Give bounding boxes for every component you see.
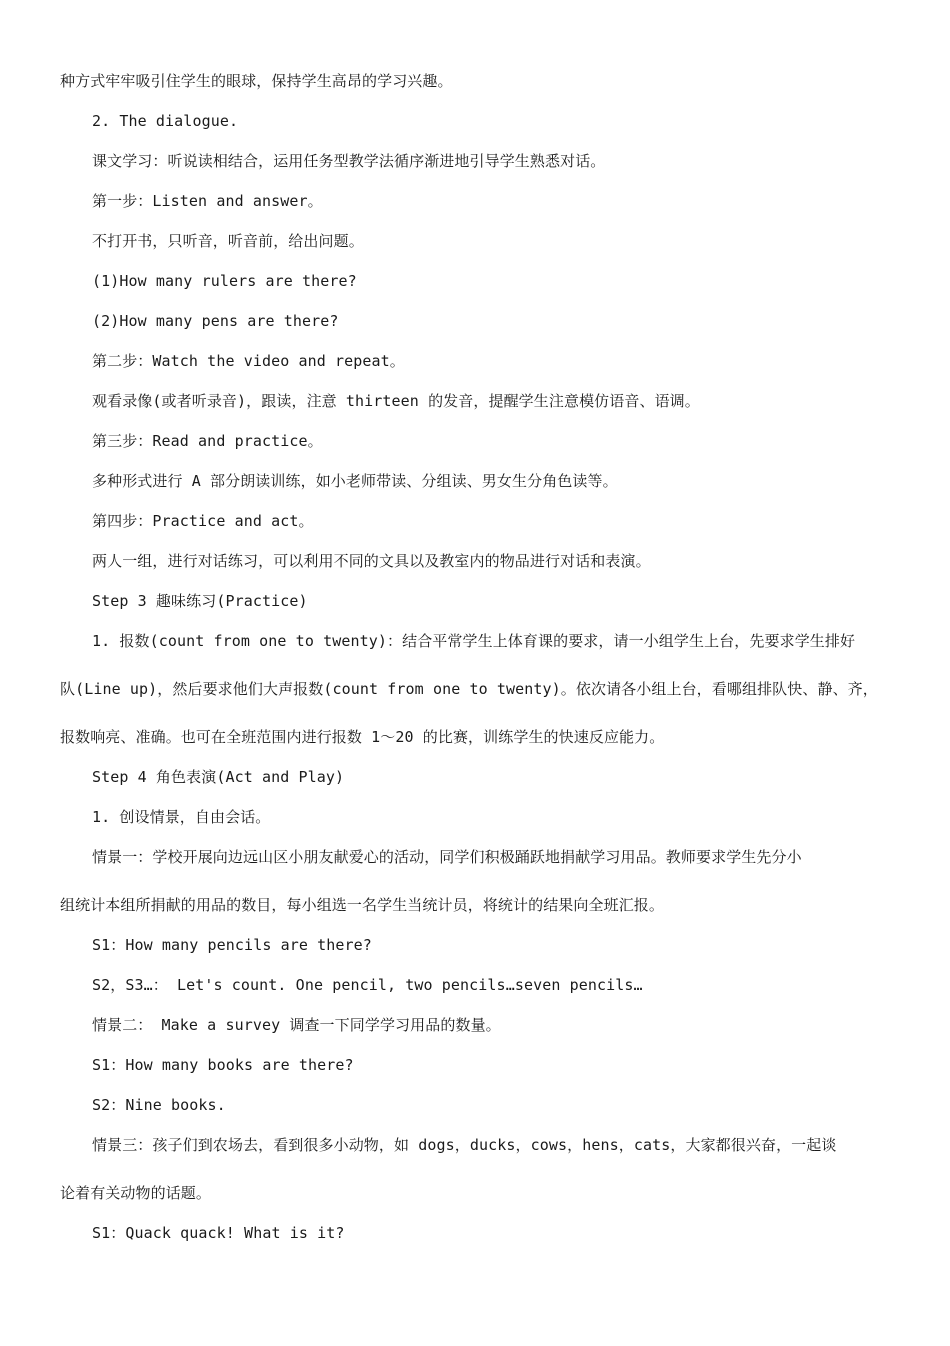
step-heading: 第一步：Listen and answer。 bbox=[92, 192, 323, 210]
section-heading-dialogue: 2. The dialogue. bbox=[92, 112, 239, 130]
question-item: (1)How many rulers are there? bbox=[92, 272, 357, 290]
paragraph-line: 两人一组，进行对话练习，可以利用不同的文具以及教室内的物品进行对话和表演。 bbox=[92, 552, 651, 570]
question-item: (2)How many pens are there? bbox=[92, 312, 339, 330]
section-heading-practice: Step 3 趣味练习(Practice) bbox=[92, 592, 308, 610]
step-heading: 第三步：Read and practice。 bbox=[92, 432, 323, 450]
paragraph-line: 报数响亮、准确。也可在全班范围内进行报数 1～20 的比赛，训练学生的快速反应能力。 bbox=[60, 728, 665, 746]
dialogue-line: S1：Quack quack! What is it? bbox=[92, 1224, 345, 1242]
paragraph-line: 观看录像(或者听录音)，跟读，注意 thirteen 的发音，提醒学生注意模仿语音、语调。 bbox=[92, 392, 700, 410]
step-heading: 第二步：Watch the video and repeat。 bbox=[92, 352, 405, 370]
paragraph-line: 1. 报数(count from one to twenty)：结合平常学生上体育课的要求，请一小组学生上台，先要求学生排好 bbox=[92, 632, 856, 650]
paragraph-line: 不打开书，只听音，听音前，给出问题。 bbox=[92, 232, 364, 250]
paragraph-line: 课文学习：听说读相结合，运用任务型教学法循序渐进地引导学生熟悉对话。 bbox=[92, 152, 606, 170]
paragraph-line: 情景二： Make a survey 调查一下同学学习用品的数量。 bbox=[92, 1016, 501, 1034]
paragraph-line: 情景一：学校开展向边远山区小朋友献爱心的活动，同学们积极踊跃地捐献学习用品。教师要求学生先分小 bbox=[92, 848, 802, 866]
paragraph-line: 1. 创设情景，自由会话。 bbox=[92, 808, 271, 826]
paragraph-line: 队(Line up)，然后要求他们大声报数(count from one to twenty)。依次请各小组上台，看哪组排队快、静、齐， bbox=[60, 680, 878, 698]
paragraph-line: 组统计本组所捐献的用品的数目，每小组选一名学生当统计员，将统计的结果向全班汇报。 bbox=[60, 896, 665, 914]
paragraph-line: 情景三：孩子们到农场去，看到很多小动物，如 dogs，ducks，cows，hens，cats，大家都很兴奋，一起谈 bbox=[92, 1136, 837, 1154]
paragraph-line: 论着有关动物的话题。 bbox=[60, 1184, 212, 1202]
section-heading-act-and-play: Step 4 角色表演(Act and Play) bbox=[92, 768, 345, 786]
paragraph-line: 多种形式进行 A 部分朗读训练，如小老师带读、分组读、男女生分角色读等。 bbox=[92, 472, 618, 490]
step-heading: 第四步：Practice and act。 bbox=[92, 512, 314, 530]
dialogue-line: S2，S3…： Let's count. One pencil, two pencils…seven pencils… bbox=[92, 976, 643, 994]
dialogue-line: S2：Nine books. bbox=[92, 1096, 226, 1114]
paragraph-line: 种方式牢牢吸引住学生的眼球，保持学生高昂的学习兴趣。 bbox=[60, 72, 453, 90]
dialogue-line: S1：How many books are there? bbox=[92, 1056, 354, 1074]
dialogue-line: S1：How many pencils are there? bbox=[92, 936, 372, 954]
